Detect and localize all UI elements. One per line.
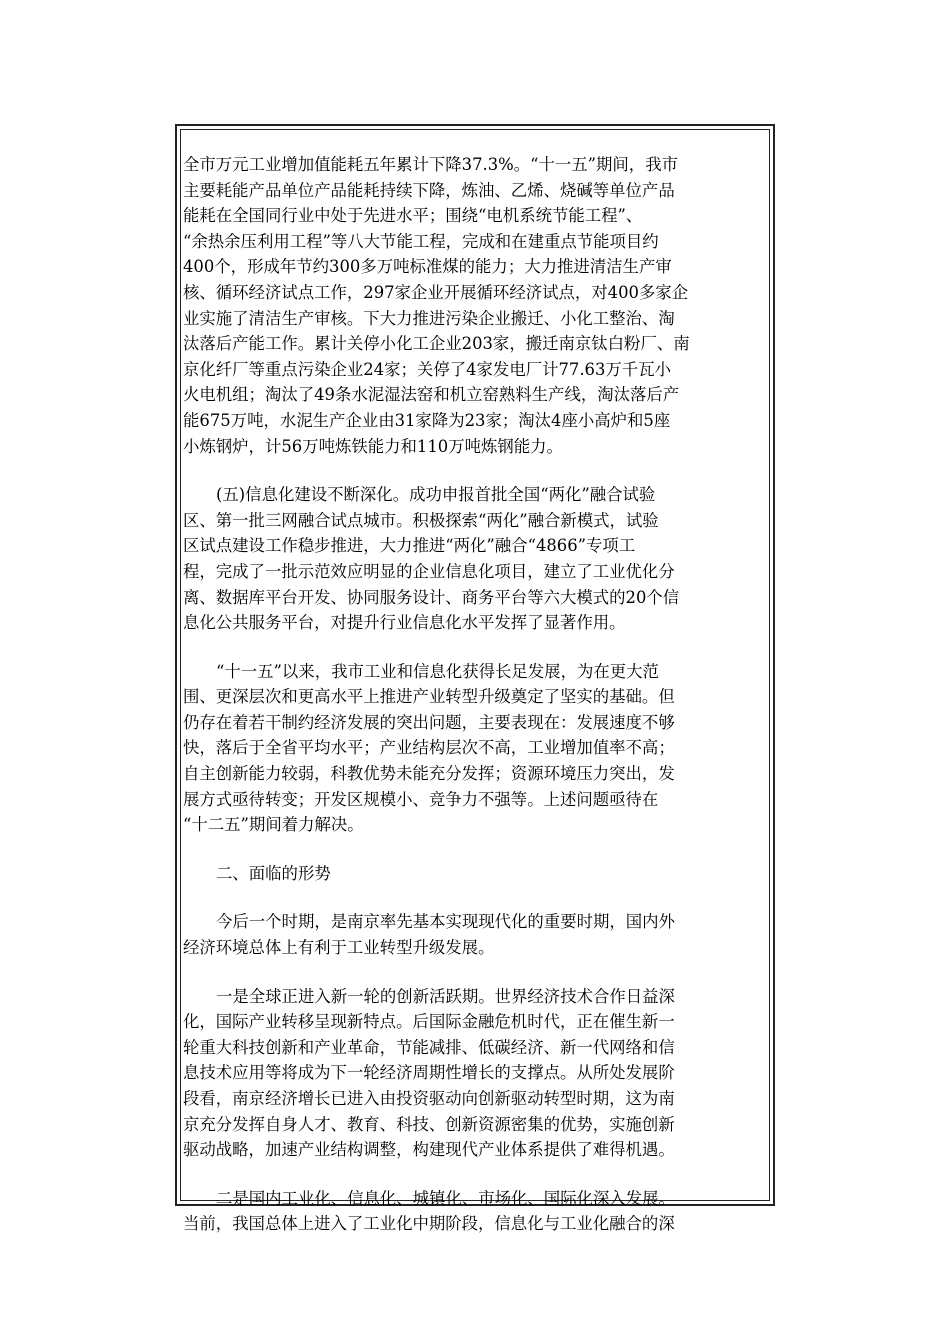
- text-line: 快，落后于全省平均水平；产业结构层次不高，工业增加值率不高；: [183, 738, 675, 758]
- text-line: 400个，形成年节约300多万吨标准煤的能力；大力推进清洁生产审: [183, 257, 672, 277]
- text-line: 自主创新能力较弱，科教优势未能充分发挥；资源环境压力突出，发: [183, 764, 675, 784]
- paragraph: [183, 152, 771, 459]
- text-line: 能675万吨，水泥生产企业由31家降为23家；淘汰4座小高炉和5座: [183, 410, 671, 430]
- text-line: (五)信息化建设不断深化。成功申报首批全国“两化”融合试验: [216, 485, 656, 505]
- text-line: 围、更深层次和更高水平上推进产业转型升级奠定了坚实的基础。但: [183, 687, 675, 707]
- text-line: 今后一个时期，是南京率先基本实现现代化的重要时期，国内外: [216, 912, 675, 932]
- text-line: 京化纤厂等重点污染企业24家；关停了4家发电厂计77.63万千瓦小: [183, 359, 671, 379]
- text-line: 二是国内工业化、信息化、城镇化、市场化、国际化深入发展。: [216, 1188, 675, 1208]
- text-line: 经济环境总体上有利于工业转型升级发展。: [183, 938, 495, 958]
- paragraph: [183, 482, 771, 636]
- text-line: 主要耗能产品单位产品能耗持续下降，炼油、乙烯、烧碱等单位产品: [183, 180, 675, 200]
- text-line: “余热余压利用工程”等八大节能工程，完成和在建重点节能项目约: [183, 231, 659, 251]
- paragraph: [183, 861, 771, 887]
- text-line: 汰落后产能工作。累计关停小化工企业203家，搬迁南京钛白粉厂、南: [183, 334, 690, 354]
- text-line: 化，国际产业转移呈现新特点。后国际金融危机时代，正在催生新一: [183, 1012, 675, 1032]
- text-line: 离、数据库平台开发、协同服务设计、商务平台等六大模式的20个信: [183, 587, 680, 607]
- paragraph: [183, 659, 771, 838]
- text-line: 轮重大科技创新和产业革命，节能减排、低碳经济、新一代网络和信: [183, 1037, 675, 1057]
- document-frame-inner-border: [180, 129, 770, 1234]
- text-line: 程，完成了一批示范效应明显的企业信息化项目，建立了工业优化分: [183, 561, 675, 581]
- text-line: 二、面临的形势: [216, 863, 331, 883]
- text-line: 全市万元工业增加值能耗五年累计下降37.3%。“十一五”期间，我市: [183, 155, 678, 174]
- text-line: 展方式亟待转变；开发区规模小、竞争力不强等。上述问题亟待在: [183, 789, 659, 809]
- paragraph: [183, 909, 771, 960]
- text-line: 区试点建设工作稳步推进，大力推进“两化”融合“4866”专项工: [183, 536, 636, 556]
- text-line: 能耗在全国同行业中处于先进水平；围绕“电机系统节能工程”、: [183, 206, 643, 226]
- text-line: 核、循环经济试点工作，297家企业开展循环经济试点，对400多家企: [183, 282, 689, 302]
- text-line: 京充分发挥自身人才、教育、科技、创新资源密集的优势，实施创新: [183, 1114, 675, 1134]
- text-line: 段看，南京经济增长已进入由投资驱动向创新驱动转型时期，这为南: [183, 1089, 675, 1108]
- text-line: “十一五”以来，我市工业和信息化获得长足发展，为在更大范: [216, 661, 659, 681]
- text-line: 区、第一批三网融合试点城市。积极探索“两化”融合新模式，试验: [183, 510, 659, 530]
- text-line: 一是全球正进入新一轮的创新活跃期。世界经济技术合作日益深: [216, 986, 675, 1006]
- text-line: 驱动战略，加速产业结构调整，构建现代产业体系提供了难得机遇。: [183, 1140, 675, 1160]
- text-line: 火电机组；淘汰了49条水泥湿法窑和机立窑熟料生产线，淘汰落后产: [183, 385, 680, 405]
- text-line: 仍存在着若干制约经济发展的突出问题，主要表现在：发展速度不够: [183, 712, 675, 732]
- document-frame: [175, 124, 775, 1234]
- text-line: 息化公共服务平台，对提升行业信息化水平发挥了显著作用。: [183, 613, 626, 633]
- paragraph: [183, 1186, 771, 1237]
- text-line: 业实施了清洁生产审核。下大力推进污染企业搬迁、小化工整治、淘: [183, 308, 675, 328]
- text-line: “十二五”期间着力解决。: [183, 815, 364, 835]
- text-line: 息技术应用等将成为下一轮经济周期性增长的支撑点。从所处发展阶: [183, 1063, 675, 1083]
- text-line: 当前，我国总体上进入了工业化中期阶段，信息化与工业化融合的深: [183, 1214, 675, 1234]
- document-body: [183, 152, 771, 1260]
- text-line: 小炼钢炉，计56万吨炼铁能力和110万吨炼钢能力。: [183, 436, 563, 456]
- paragraph: [183, 984, 771, 1163]
